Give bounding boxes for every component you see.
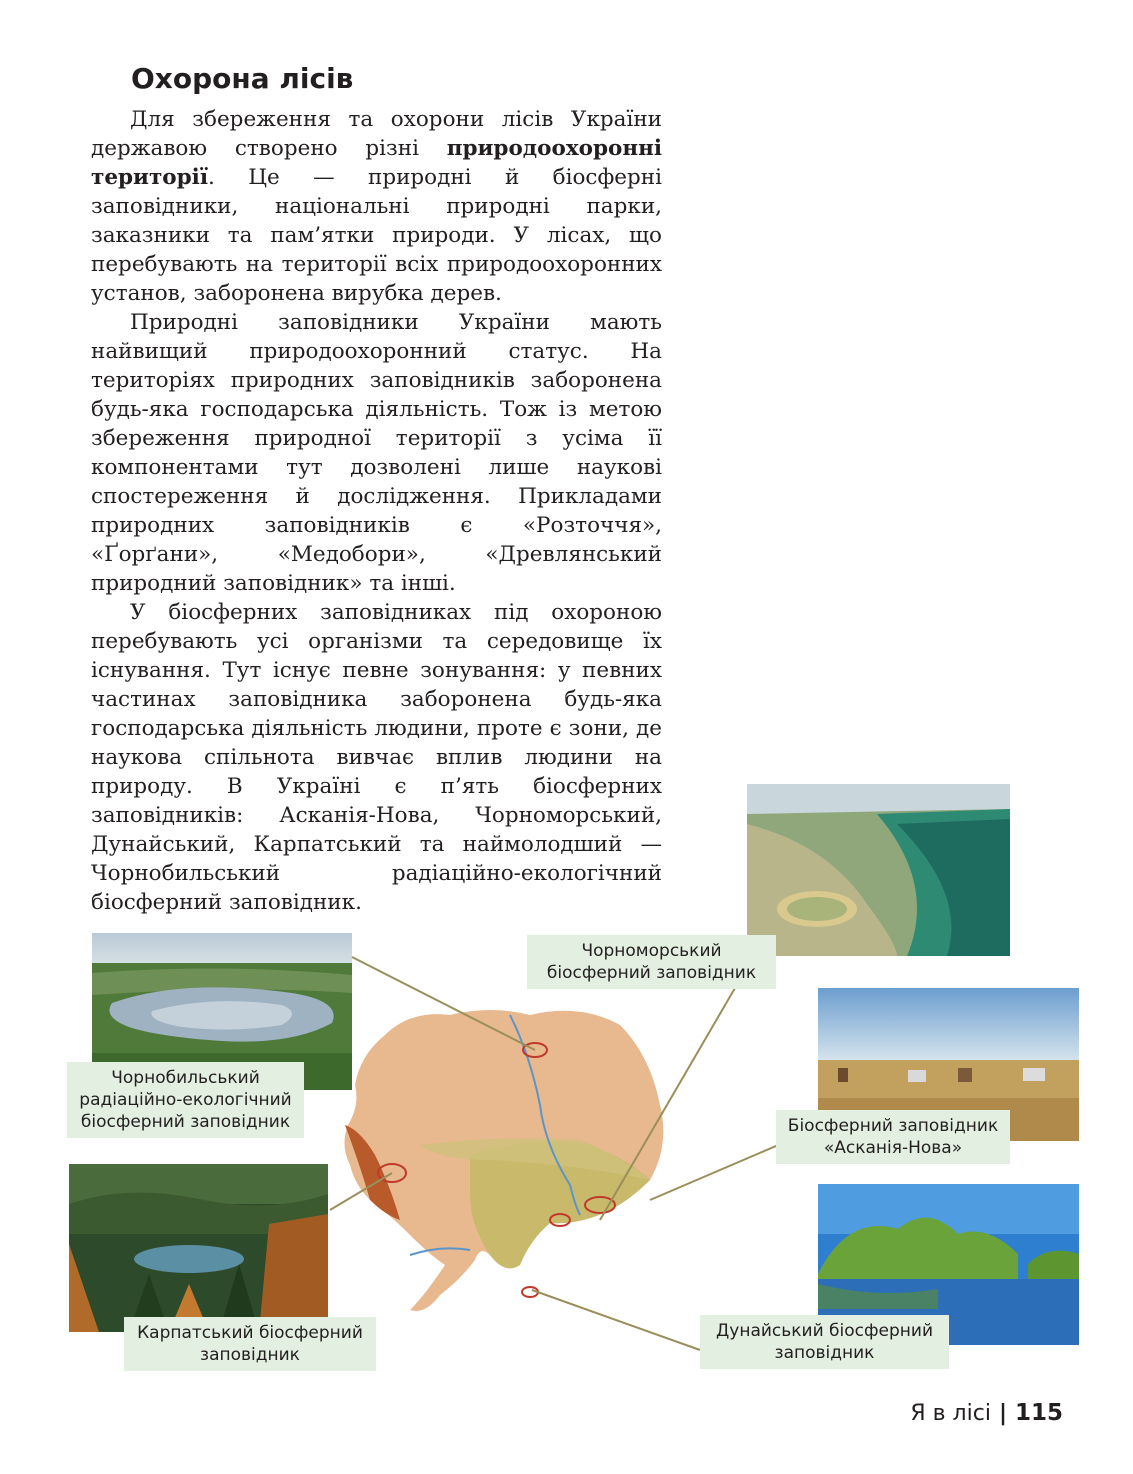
bold-term: природоохоронні території: [91, 136, 662, 190]
caption-chornomorskyi-line-2: біосферний заповідник: [546, 963, 757, 983]
photo-black-sea-coast: [747, 784, 1010, 956]
caption-dunaiskyi: [700, 1315, 949, 1369]
page-footer: [910, 1400, 1063, 1426]
caption-chornobyl-line-3: біосферний заповідник: [80, 1112, 291, 1132]
caption-askania-nova-line-2: «Асканія-Нова»: [823, 1138, 963, 1158]
caption-askania-nova: [776, 1110, 1010, 1164]
caption-karpatskyi-line-2: заповідник: [200, 1345, 300, 1365]
caption-karpatskyi-line-1: Карпатський біосферний: [137, 1323, 363, 1343]
caption-dunaiskyi-line-2: заповідник: [774, 1343, 875, 1363]
body-text: [91, 105, 662, 917]
caption-chornomorskyi-line-1: Чорноморський: [581, 941, 722, 961]
caption-chornomorskyi: [527, 935, 776, 989]
caption-chornobyl-line-2: радіаційно-екологічний: [79, 1090, 292, 1110]
caption-chornobyl-line-1: Чорнобильський: [111, 1068, 260, 1088]
map-of-ukraine: [330, 995, 692, 1335]
paragraph-2: Природні заповідники України мають найвищий природоохоронний статус. На територіях природних заповідників заборонена будь-яка господарська діяльність. Тож із метою збереження природної території з усіма її компонентами тут дозволені лише наукові спостереження й дослідження. Прикладами природних заповідників є «Розточчя», «Ґорґани», «Медобори», «Древлянський природний заповідник» та інші.: [91, 310, 662, 596]
paragraph-1-start: Для збереження та охорони лісів України державою створено різні: [91, 107, 662, 161]
footer-section-title: Я в лісі: [910, 1401, 991, 1426]
photo-carpathian-forest: [69, 1164, 328, 1332]
footer-separator: |: [998, 1401, 1007, 1426]
paragraph-1-end: . Це — природні й біосферні заповідники, національні природні парки, заказники та пам’ятки природи. У лісах, що перебувають на території всіх природоохоронних установ, заборонена вирубка дерев.: [91, 165, 662, 306]
paragraph-1: [91, 105, 662, 308]
caption-dunaiskyi-line-1: Дунайський біосферний: [715, 1321, 933, 1341]
paragraph-3: У біосферних заповідниках під охороною перебувають усі організми та середовище їх існування. Тут існує певне зонування: у певних частинах заповідника заборонена будь-яка господарська діяльність людини, проте є зони, де наукова спільнота вивчає вплив людини на природу. В Україні є п’ять біосферних заповідників: Асканія-Нова, Чорноморський, Дунайський, Карпатський та наймолодший — Чорнобильський радіаційно-екологічний біосферний заповідник.: [91, 600, 662, 915]
caption-karpatskyi: [124, 1317, 376, 1371]
section-heading: Охорона лісів: [131, 62, 354, 95]
caption-chornobyl: [67, 1062, 304, 1138]
page-number: 115: [1014, 1400, 1063, 1426]
caption-askania-nova-line-1: Біосферний заповідник: [787, 1116, 999, 1136]
